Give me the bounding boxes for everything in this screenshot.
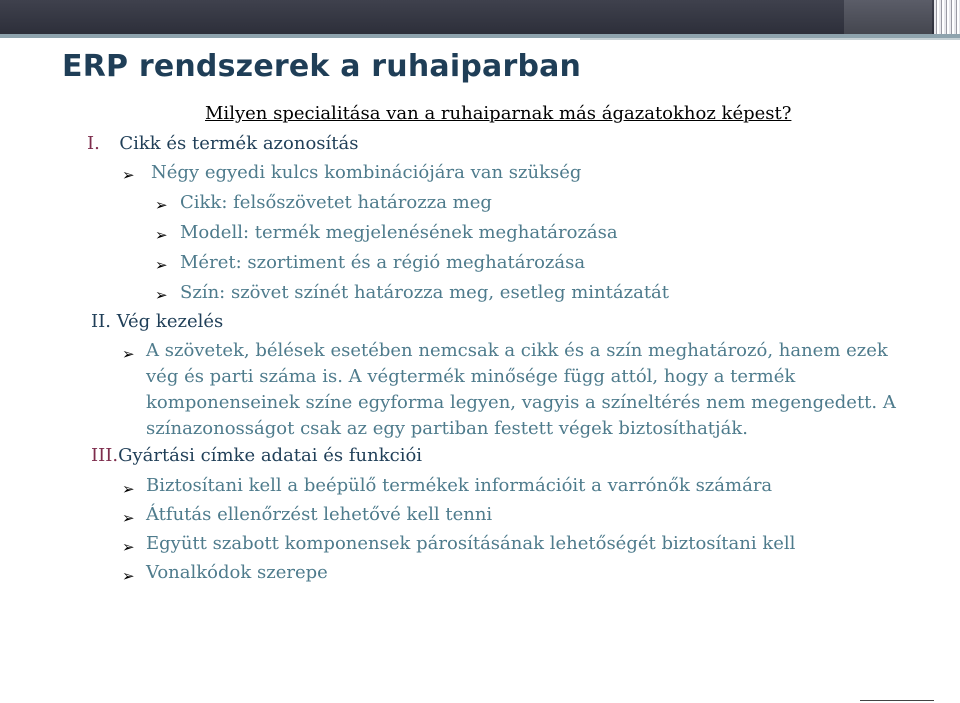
section-1-subitem: Cikk: felsőszövetet határozza meg bbox=[180, 192, 492, 213]
section-3-item: Együtt szabott komponensek párosításának lehetőségét biztosítani kell bbox=[146, 533, 796, 554]
section-3-numeral: III. bbox=[91, 445, 119, 466]
section-3-title: Gyártási címke adatai és funkciói bbox=[118, 445, 423, 466]
arrow-bullet-icon: ➢ bbox=[122, 538, 135, 556]
section-2-paragraph-line: A szövetek, bélések esetében nemcsak a cikk és a szín meghatározó, hanem ezek bbox=[146, 340, 888, 361]
header-bar bbox=[0, 0, 960, 34]
section-1-subitem: Méret: szortiment és a régió meghatározása bbox=[180, 252, 586, 273]
arrow-bullet-icon: ➢ bbox=[122, 166, 135, 184]
arrow-bullet-icon: ➢ bbox=[122, 567, 135, 585]
section-2-paragraph-line: vég és parti száma is. A végtermék minősége függ attól, hogy a termék bbox=[146, 366, 796, 387]
arrow-bullet-icon: ➢ bbox=[122, 345, 135, 363]
footer-rule bbox=[860, 700, 934, 701]
section-2-paragraph-line: komponenseinek színe egyforma legyen, vagyis a színeltérés nem megengedett. A bbox=[146, 392, 896, 413]
slide-title: ERP rendszerek a ruhaiparban bbox=[62, 49, 582, 84]
arrow-bullet-icon: ➢ bbox=[122, 509, 135, 527]
arrow-bullet-icon: ➢ bbox=[155, 286, 168, 304]
section-3-item: Vonalkódok szerepe bbox=[146, 562, 328, 583]
section-3-heading bbox=[91, 445, 422, 466]
section-2-heading bbox=[91, 311, 223, 332]
section-2-numeral: II. bbox=[91, 311, 111, 332]
accent-line-secondary bbox=[580, 38, 960, 40]
section-2-title: Vég kezelés bbox=[116, 311, 224, 332]
header-stripes bbox=[934, 0, 960, 34]
section-2-paragraph-line: színazonosságot csak az egy partiban festett végek biztosíthatják. bbox=[146, 418, 748, 439]
arrow-bullet-icon: ➢ bbox=[155, 196, 168, 214]
arrow-bullet-icon: ➢ bbox=[155, 256, 168, 274]
arrow-bullet-icon: ➢ bbox=[122, 480, 135, 498]
section-3-item: Átfutás ellenőrzést lehetővé kell tenni bbox=[146, 504, 493, 525]
section-1-item: Négy egyedi kulcs kombinációjára van szükség bbox=[151, 162, 582, 183]
section-1-heading bbox=[87, 133, 359, 154]
section-1-title: Cikk és termék azonosítás bbox=[119, 133, 359, 154]
arrow-bullet-icon: ➢ bbox=[155, 226, 168, 244]
slide-question: Milyen specialitása van a ruhaiparnak más ágazatokhoz képest? bbox=[205, 103, 792, 124]
section-1-subitem: Szín: szövet színét határozza meg, esetleg mintázatát bbox=[180, 282, 670, 303]
section-1-numeral: I. bbox=[87, 133, 100, 154]
section-3-item: Biztosítani kell a beépülő termékek információit a varrónők számára bbox=[146, 475, 773, 496]
header-tab bbox=[844, 0, 932, 34]
section-1-subitem: Modell: termék megjelenésének meghatározása bbox=[180, 222, 618, 243]
